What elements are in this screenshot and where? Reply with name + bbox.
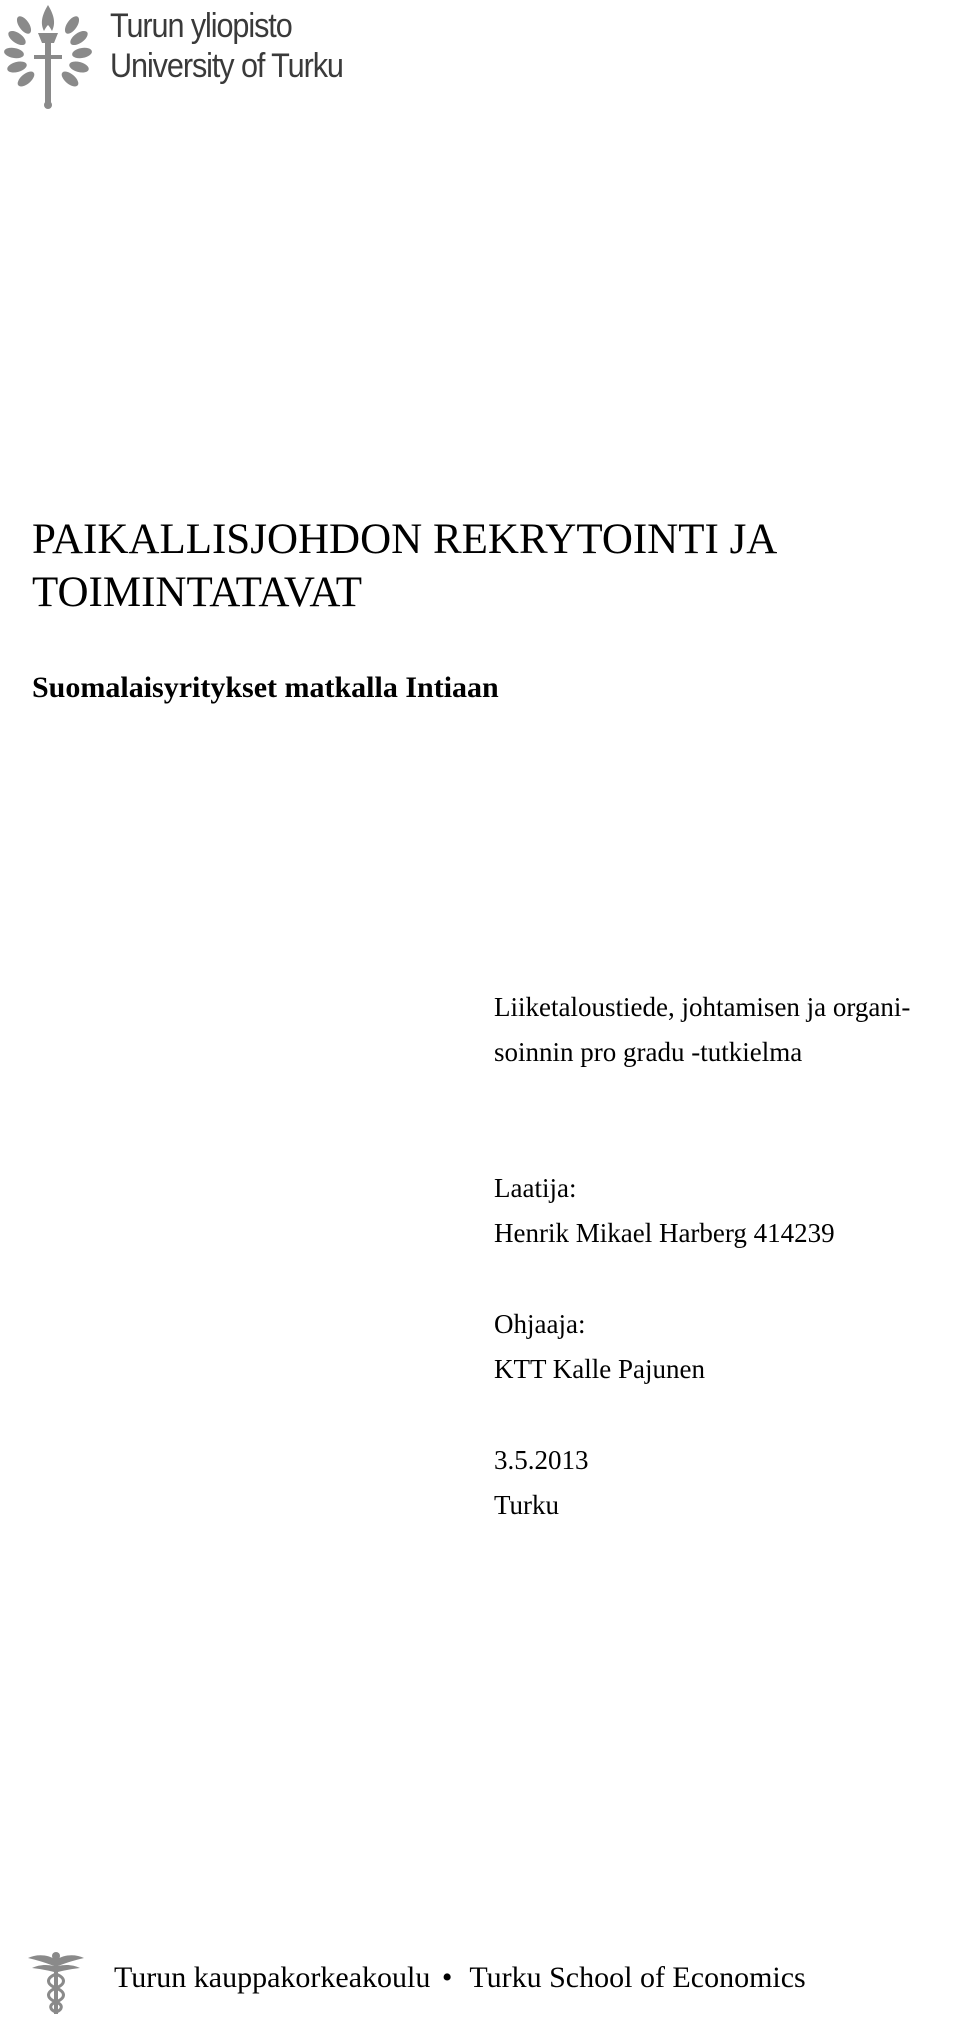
thesis-date: 3.5.2013 (494, 1445, 589, 1475)
thesis-title-line1: PAIKALLISJOHDON REKRYTOINTI JA (32, 516, 778, 563)
caduceus-emblem-icon (26, 1950, 86, 2016)
university-name-fi: Turun yliopisto (110, 7, 292, 45)
author-block (494, 1166, 835, 1256)
university-name-en: University of Turku (110, 47, 343, 85)
thesis-title-line2: TOIMINTATAVAT (32, 569, 362, 616)
date-place-block (494, 1438, 589, 1528)
thesis-title (32, 513, 912, 619)
supervisor-value: KTT Kalle Pajunen (494, 1354, 705, 1384)
thesis-type (494, 985, 910, 1075)
thesis-subtitle: Suomalaisyritykset matkalla Intiaan (32, 671, 499, 704)
school-name-en: Turku School of Economics (469, 1961, 806, 1994)
thesis-place: Turku (494, 1490, 560, 1520)
footer-separator: • (441, 1961, 453, 1994)
supervisor-label: Ohjaaja: (494, 1309, 586, 1339)
university-name (110, 6, 343, 86)
university-logo-icon (2, 3, 94, 109)
thesis-type-line1: Liiketaloustiede, johtamisen ja organi- (494, 992, 911, 1022)
author-value: Henrik Mikael Harberg 414239 (494, 1218, 835, 1248)
thesis-type-line2: soinnin pro gradu -tutkielma (494, 1037, 803, 1067)
school-name-fi: Turun kauppakorkeakoulu (114, 1961, 431, 1994)
author-label: Laatija: (494, 1173, 577, 1203)
supervisor-block (494, 1302, 705, 1392)
footer-schools (114, 1958, 806, 1998)
